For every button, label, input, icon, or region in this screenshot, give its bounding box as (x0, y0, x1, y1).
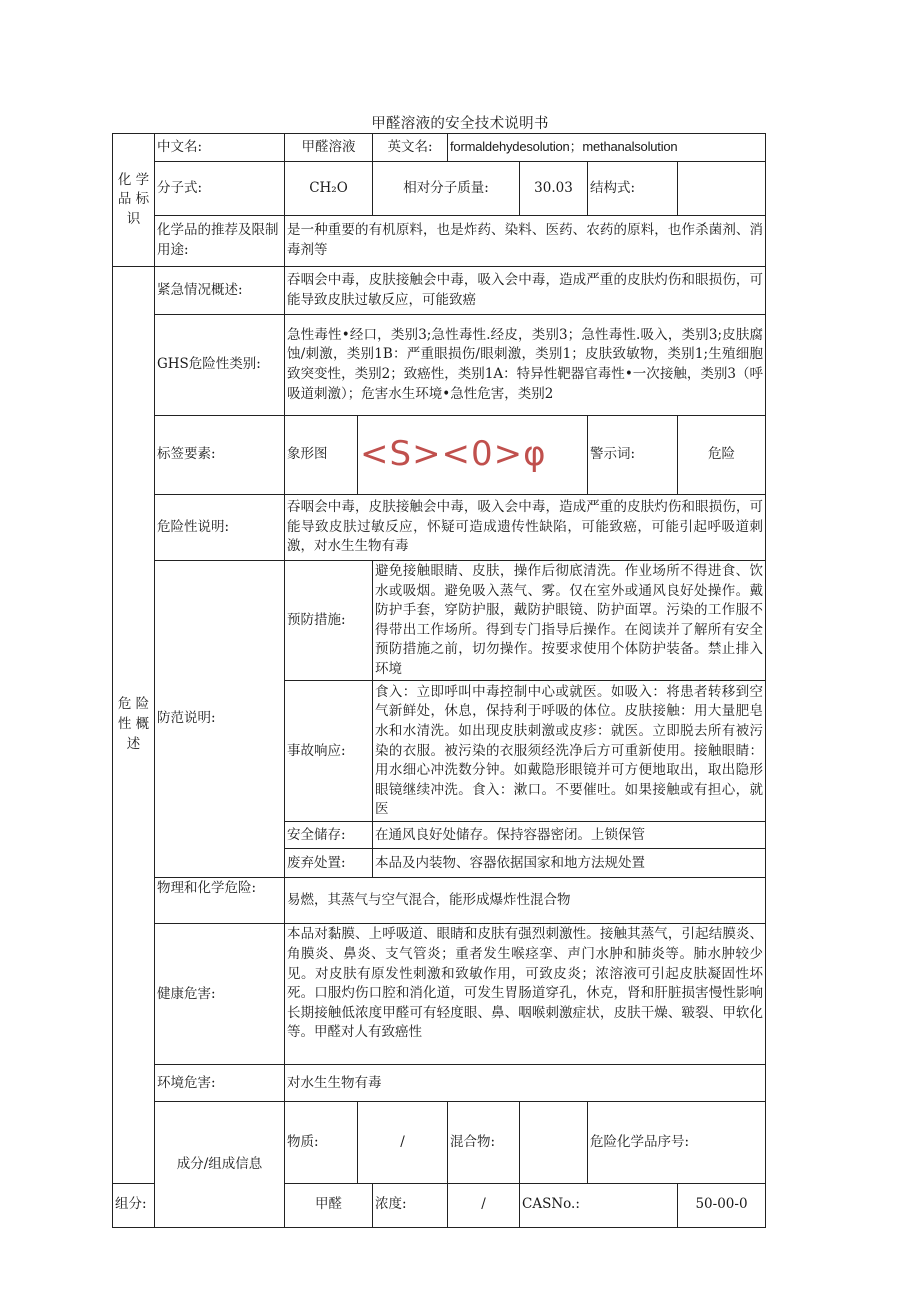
mixture-label: 混合物: (448, 1102, 520, 1183)
section-hazard-label: 危 险 性 概述 (113, 267, 155, 1184)
label-elements-label: 标签要素: (155, 416, 285, 495)
environmental-hazard-value: 对水生生物有毒 (285, 1065, 766, 1102)
cn-name-label: 中文名: (155, 134, 285, 162)
response-value: 食入：立即呼叫中毒控制中心或就医。如吸入：将患者转移到空气新鲜处，休息，保持利于呼吸的体位。皮肤接触：用大量肥皂水和水清洗。如出现皮肤刺激或皮疹：就医。立即脱去所有被污染的衣服。被污染的衣服须经洗净后方可重新使用。接触眼睛：用水细心冲洗数分钟。如戴隐形眼镜并可方便地取出，取出隐形眼镜继续冲洗。食入：漱口。不要催吐。如果接触或有担心，就医 (373, 681, 766, 822)
structure-value (678, 162, 766, 216)
cas-label: CASNo.: (520, 1183, 678, 1227)
component-label: 组分: (113, 1183, 155, 1227)
en-name-value: formaldehydesolution；methanalsolution (448, 134, 766, 162)
molecular-weight-value: 30.03 (520, 162, 588, 216)
document-title: 甲醛溶液的安全技术说明书 (371, 116, 549, 132)
en-name-label: 英文名: (373, 134, 448, 162)
health-hazard-value: 本品对黏膜、上呼吸道、眼睛和皮肤有强烈刺激性。接触其蒸气，引起结膜炎、角膜炎、鼻炎、支气管炎；重者发生喉痉挛、声门水肿和肺炎等。肺水肿较少见。对皮肤有原发性刺激和致敏作用，可致皮炎；浓溶液可引起皮肤凝固性坏死。口服灼伤口腔和消化道，可发生胃肠道穿孔，休克，肾和肝脏损害慢性影响长期接触低浓度甲醛可有轻度眼、鼻、咽喉刺激症状，皮肤干燥、皲裂、甲软化等。甲醛对人有致癌性 (285, 924, 766, 1065)
cn-name-value: 甲醛溶液 (285, 134, 373, 162)
substance-label: 物质: (285, 1102, 358, 1183)
component-value: 甲醛 (285, 1183, 373, 1227)
storage-label: 安全储存: (285, 822, 373, 849)
prevention-value: 避免接触眼睛、皮肤，操作后彻底清洗。作业场所不得进食、饮水或吸烟。避免吸入蒸气、雾。仅在室外或通风良好处操作。戴防护手套，穿防护服，戴防护眼镜、防护面罩。污染的工作服不得带出工作场所。得到专门指导后操作。在阅读并了解所有安全预防措施之前，切勿操作。按要求使用个体防护装备。禁止排入环境 (373, 561, 766, 681)
signal-word-label: 警示词: (588, 416, 678, 495)
health-hazard-label: 健康危害: (155, 924, 285, 1065)
prevention-label: 预防措施: (285, 561, 373, 681)
formula-label: 分子式: (155, 162, 285, 216)
pictogram-image: <S><0>φ (358, 416, 588, 495)
molecular-weight-label: 相对分子质量: (373, 162, 520, 216)
substance-value: / (358, 1102, 448, 1183)
ghs-category-label: GHS危险性类别: (155, 315, 285, 416)
disposal-label: 废弃处置: (285, 849, 373, 878)
concentration-value: / (448, 1183, 520, 1227)
section-identification-label: 化 学 品 标识 (113, 134, 155, 267)
storage-value: 在通风良好处储存。保持容器密闭。上锁保管 (373, 822, 766, 849)
hazard-number-label: 危险化学品序号: (588, 1102, 766, 1183)
cas-value: 50-00-0 (678, 1183, 766, 1227)
emergency-overview-value: 吞咽会中毒，皮肤接触会中毒，吸入会中毒，造成严重的皮肤灼伤和眼损伤，可能导致皮肤过敏反应，可能致癌 (285, 267, 766, 315)
environmental-hazard-label: 环境危害: (155, 1065, 285, 1102)
recommended-use-value: 是一种重要的有机原料，也是炸药、染料、医药、农药的原料，也作杀菌剂、消毒剂等 (285, 216, 766, 267)
signal-word-value: 危险 (678, 416, 766, 495)
hazard-statement-value: 吞咽会中毒，皮肤接触会中毒，吸入会中毒，造成严重的皮肤灼伤和眼损伤，可能导致皮肤过敏反应，怀疑可造成遗传性缺陷，可能致癌，可能引起呼吸道刺激，对水生生物有毒 (285, 495, 766, 561)
physical-chemical-hazard-label: 物理和化学危险: (155, 878, 285, 924)
disposal-value: 本品及内装物、容器依据国家和地方法规处置 (373, 849, 766, 878)
structure-label: 结构式: (588, 162, 678, 216)
physical-chemical-hazard-value: 易燃，其蒸气与空气混合，能形成爆炸性混合物 (285, 878, 766, 924)
section-composition-label: 成分/组成信息 (155, 1102, 285, 1227)
ghs-category-value: 急性毒性•经口，类别3;急性毒性.经皮，类别3；急性毒性.吸入，类别3;皮肤腐蚀/刺激，类别1B：严重眼损伤/眼刺激，类别1；皮肤致敏物，类别1;生殖细胞致突变性，类别2；致癌性，类别1A：特异性靶器官毒性•一次接触，类别3（呼吸道刺激）；危害水生环境•急性危害，类别2 (285, 315, 766, 416)
emergency-overview-label: 紧急情况概述: (155, 267, 285, 315)
recommended-use-label: 化学品的推荐及限制用途: (155, 216, 285, 267)
safety-data-table (112, 133, 766, 1228)
pictogram-label: 象形图 (285, 416, 358, 495)
response-label: 事故响应: (285, 681, 373, 822)
mixture-value (520, 1102, 588, 1183)
formula-value: CH₂O (285, 162, 373, 216)
concentration-label: 浓度: (373, 1183, 448, 1227)
precaution-label: 防范说明: (155, 561, 285, 878)
hazard-statement-label: 危险性说明: (155, 495, 285, 561)
